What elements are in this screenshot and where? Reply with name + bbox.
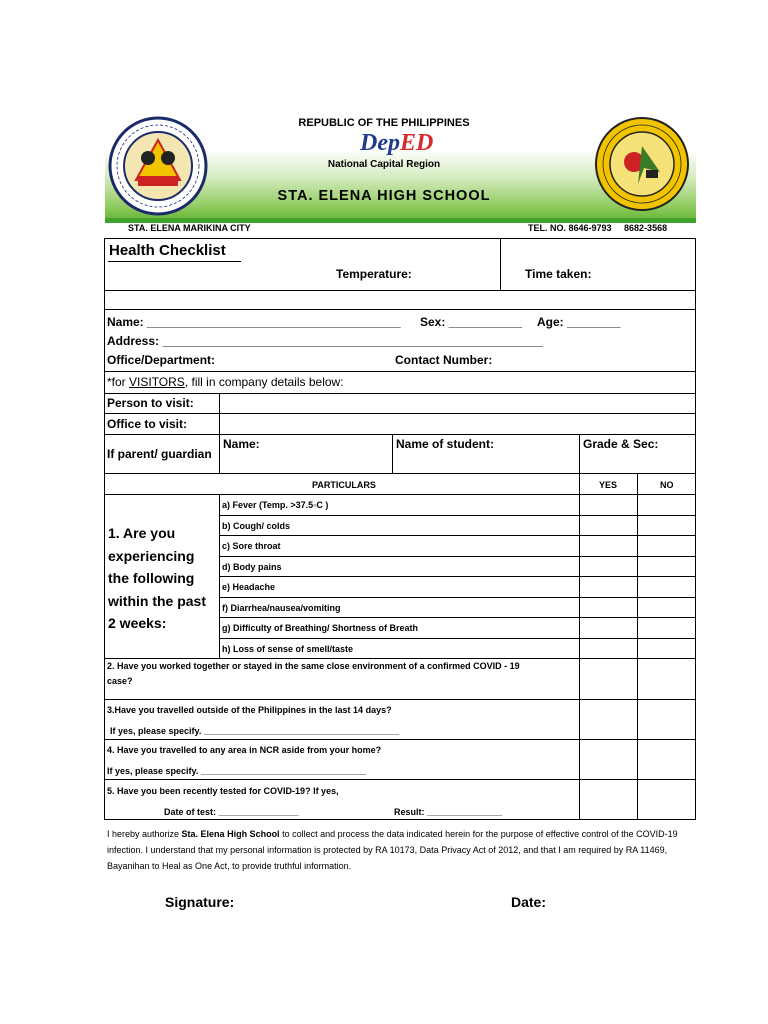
form-title: Health Checklist: [109, 242, 226, 259]
date-label: Date:: [511, 894, 547, 910]
health-checklist-form: [104, 238, 696, 820]
question-2-line2: case?: [107, 676, 133, 686]
school-telephone: TEL. NO. 8646-9793 8682-3568: [528, 223, 668, 233]
temperature-label: Temperature:: [336, 267, 412, 281]
particulars-header: PARTICULARS: [312, 480, 376, 490]
consent-school: Sta. Elena High School: [181, 829, 280, 839]
office-department-field[interactable]: Office/Department:: [107, 353, 216, 367]
guardian-name-label: Name:: [223, 437, 260, 451]
q1-line: experiencing: [108, 547, 195, 564]
time-taken-label: Time taken:: [525, 267, 592, 281]
contact-number-field[interactable]: Contact Number:: [395, 353, 493, 367]
sex-field[interactable]: Sex: ___________: [420, 315, 523, 329]
question-4-line1: 4. Have you travelled to any area in NCR aside from your home?: [107, 745, 382, 755]
q1-line: 2 weeks:: [108, 615, 167, 631]
question-5-line1: 5. Have you been recently tested for COVID-19? If yes,: [107, 786, 339, 796]
symptom-fever: a) Fever (Temp. >37.5◦C ): [222, 500, 329, 510]
consent-part1: I hereby authorize: [107, 829, 182, 839]
q1-line: the following: [108, 570, 195, 586]
address-field[interactable]: Address: _________________________________________________________: [107, 334, 543, 348]
deped-logo-dep: Dep: [360, 130, 400, 156]
no-header: NO: [660, 480, 674, 490]
symptom-cough: b) Cough/ colds: [222, 521, 290, 531]
school-name-heading: STA. ELENA HIGH SCHOOL: [277, 188, 491, 204]
symptom-sore-throat: c) Sore throat: [222, 541, 281, 551]
school-address: STA. ELENA MARIKINA CITY: [128, 223, 251, 233]
q1-line: 1. Are you: [108, 525, 176, 541]
deped-logo: [360, 130, 470, 158]
question-4-specify[interactable]: If yes, please specify. _________________________________: [107, 766, 367, 776]
region-heading: National Capital Region: [327, 159, 441, 170]
deped-logo-ed: ED: [399, 130, 434, 156]
symptom-headache: e) Headache: [222, 582, 276, 592]
q1-line: within the past: [108, 592, 206, 609]
person-to-visit-label: Person to visit:: [107, 396, 194, 410]
consent-part2: to collect and process the data indicated herein for the purpose of effective control of the COVID-19 infection. I understand that my personal information is protected by RA 10173, Data Privacy Act of 2012, and that I am required by RA 11469, Bayanihan to Heal as One Act, to provide truthful information.: [107, 829, 678, 871]
visitors-note-word: VISITORS: [129, 375, 185, 389]
question-3-specify[interactable]: If yes, please specify. _______________________________________: [110, 726, 400, 736]
visitors-note: [107, 375, 344, 389]
name-field[interactable]: Name: ______________________________________: [107, 315, 401, 329]
yes-header: YES: [599, 480, 618, 490]
question-3-line1: 3.Have you travelled outside of the Philippines in the last 14 days?: [107, 705, 392, 715]
office-to-visit-label: Office to visit:: [107, 417, 188, 431]
age-field[interactable]: Age: ________: [537, 315, 621, 329]
visitors-note-suffix: , fill in company details below:: [184, 375, 344, 389]
parent-guardian-label: If parent/ guardian: [107, 447, 212, 461]
symptom-smell-taste: h) Loss of sense of smell/taste: [222, 644, 354, 654]
signature-label: Signature:: [165, 894, 235, 910]
student-name-label: Name of student:: [396, 437, 495, 451]
visitors-note-prefix: *for: [107, 375, 130, 389]
question-1: [108, 522, 206, 635]
consent-statement: [107, 826, 687, 874]
question-2-line1: 2. Have you worked together or stayed in the same close environment of a confirmed COVID - 19: [107, 661, 520, 671]
republic-heading: REPUBLIC OF THE PHILIPPINES: [298, 117, 470, 129]
symptom-diarrhea: f) Diarrhea/nausea/vomiting: [222, 603, 341, 613]
symptom-body-pains: d) Body pains: [222, 562, 282, 572]
grade-sec-label: Grade & Sec:: [583, 437, 659, 451]
test-result-field[interactable]: Result: _______________: [394, 807, 503, 817]
symptom-breathing: g) Difficulty of Breathing/ Shortness of Breath: [222, 623, 419, 633]
title-underline: [108, 261, 241, 262]
date-of-test-field[interactable]: Date of test: ________________: [164, 807, 299, 817]
